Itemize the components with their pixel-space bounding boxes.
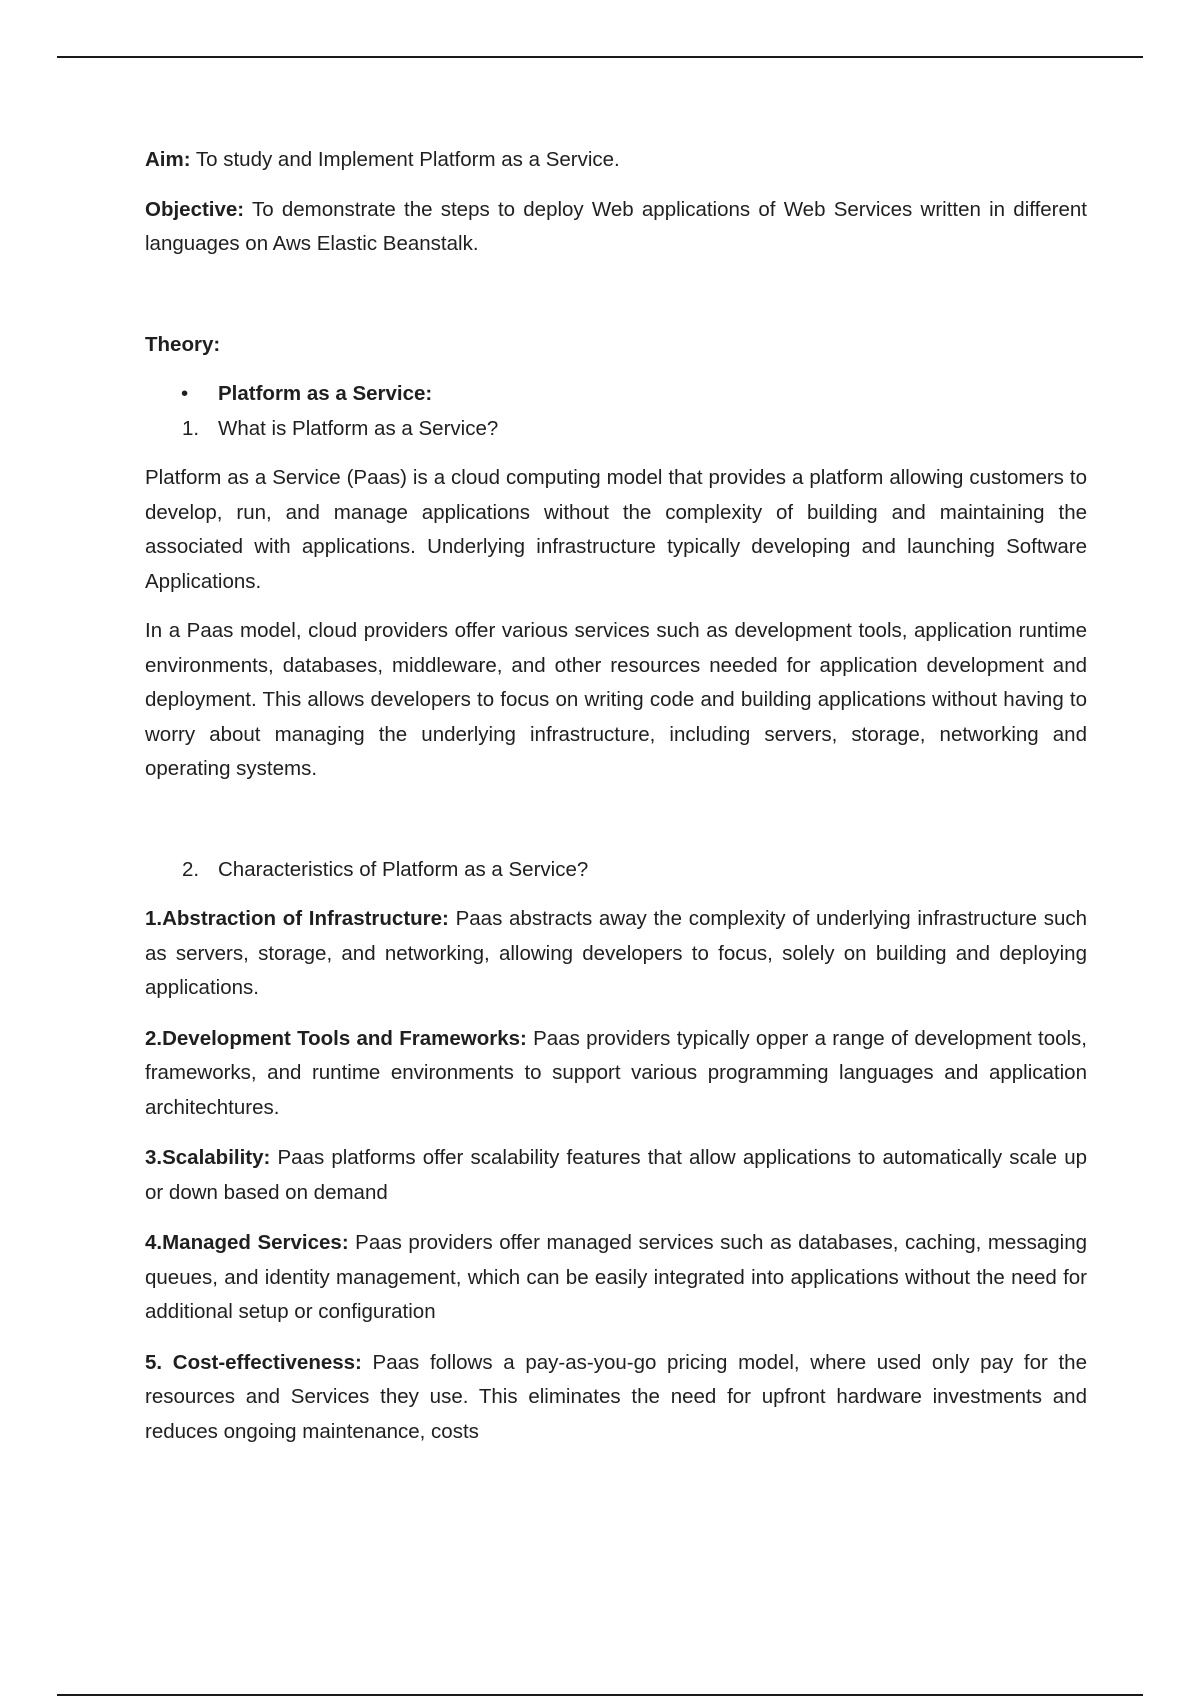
- question-2-text: Characteristics of Platform as a Service?: [218, 857, 589, 881]
- characteristic-label: 4.Managed Services:: [145, 1231, 349, 1254]
- characteristic-label: 5. Cost-effectiveness:: [145, 1350, 362, 1374]
- question-1: [145, 412, 1087, 447]
- characteristic-text: Paas follows a pay-as-you-go pricing model, where used only pay for the resources and Services they use. This eliminates the need for upfront hardware investments and reduces ongoing maintenance, costs: [145, 1350, 1087, 1443]
- question-2-number: 2.: [182, 857, 200, 881]
- footer-rule: [57, 1694, 1143, 1696]
- characteristic-text: Paas providers offer managed services such as databases, caching, messaging queues, and identity management, which can be easily integrated into applications without the need for additional setup or configuration: [145, 1231, 1087, 1323]
- objective-label: Objective:: [145, 197, 245, 221]
- characteristic-item: [145, 1141, 1087, 1210]
- bullet-title: Platform as a Service:: [218, 382, 433, 405]
- header-rule: [57, 56, 1143, 58]
- characteristic-item: [145, 1022, 1087, 1126]
- bullet-icon: •: [181, 382, 189, 405]
- objective-text: To demonstrate the steps to deploy Web applications of Web Services written in different languages on Aws Elastic Beanstalk.: [145, 197, 1087, 255]
- characteristic-text: Paas platforms offer scalability features that allow applications to automatically scale up or down based on demand: [145, 1146, 1087, 1204]
- characteristic-label: 1.Abstraction of Infrastructure:: [145, 907, 449, 930]
- paas-model-paragraph: In a Paas model, cloud providers offer various services such as development tools, application runtime environments, databases, middleware, and other resources needed for application development and deployment. This allows developers to focus on writing code and building applications without having to worry about managing the underlying infrastructure, including servers, storage, networking and operating systems.: [145, 619, 1087, 780]
- characteristic-label: 2.Development Tools and Frameworks:: [145, 1026, 527, 1050]
- characteristic-item: [145, 1346, 1087, 1450]
- objective-paragraph: [145, 193, 1087, 262]
- aim-label: Aim:: [145, 148, 191, 171]
- characteristic-text: Paas abstracts away the complexity of underlying infrastructure such as servers, storage, and networking, allowing developers to focus, solely on building and deploying applications.: [145, 907, 1087, 999]
- document-body: [145, 143, 1087, 1449]
- characteristic-text: Paas providers typically opper a range of development tools, frameworks, and runtime environments to support various programming languages and application architechtures.: [145, 1026, 1087, 1119]
- characteristic-item: [145, 902, 1087, 1006]
- question-1-text: What is Platform as a Service?: [218, 416, 499, 440]
- bullet-item: [145, 377, 1087, 412]
- theory-heading: Theory:: [145, 332, 221, 356]
- aim-paragraph: [145, 143, 1087, 178]
- characteristic-label: 3.Scalability:: [145, 1146, 271, 1169]
- question-2: [145, 853, 1087, 888]
- aim-text: To study and Implement Platform as a Service.: [190, 148, 620, 171]
- paas-definition-paragraph: Platform as a Service (Paas) is a cloud computing model that provides a platform allowing customers to develop, run, and manage applications without the complexity of building and maintaining the associated with applications. Underlying infrastructure typically developing and launching Software Applications.: [145, 466, 1087, 593]
- question-1-number: 1.: [182, 416, 200, 440]
- characteristic-item: [145, 1226, 1087, 1330]
